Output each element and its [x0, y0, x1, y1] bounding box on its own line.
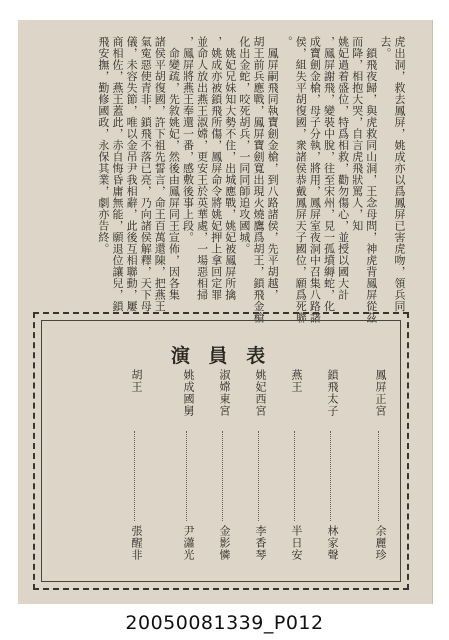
- cast-list-box: [33, 312, 409, 590]
- text-column: 鎖飛夜歸，與虎救同山洞，王念母問，神虎背鳳屏從茲: [364, 36, 378, 324]
- text-column: 諸侯平胡復國，許下祖先誓言，命王百萬還陳，把燕王: [153, 36, 167, 312]
- cast-actor: 半日安: [290, 525, 303, 561]
- text-column: ，鳳屏將燕王奉還一番，感敷後事上段。: [181, 36, 195, 243]
- text-column: 去。: [378, 36, 392, 59]
- image-caption: 20050081339_P012: [125, 612, 324, 634]
- cast-role: 姚妃西宮: [254, 369, 267, 417]
- cast-actor: 金影憐: [218, 525, 231, 561]
- cast-actor: 尹瀟光: [182, 525, 195, 561]
- leader-dots: [330, 431, 331, 521]
- cast-role: 鎖飛太子: [326, 369, 339, 417]
- text-column: 成寶劍金槍，母子分執，將用，鳳屏室夜洞中召集八路諸: [308, 36, 322, 324]
- leader-dots: [258, 431, 259, 521]
- text-column: ，鳳屏謝飛，變裝中脫，往至宋州，見一孤墳縟蛇，化: [322, 36, 336, 312]
- text-column: 侯，組失平胡復國，衆諸侯恭戴鳳屏天子國位，願爲死聯: [294, 36, 308, 324]
- text-column: 姚妃過着盛位，特爲相救，勸勿傷心，並授以國大計: [336, 36, 350, 301]
- text-column: ，姚成亦被鎖飛所傷，鳳屏命令將姚妃押上拿回定罪: [209, 36, 223, 301]
- leader-dots: [378, 431, 379, 521]
- cast-actor: 李香琴: [254, 525, 267, 561]
- cast-role: 鳳屏正宮: [374, 369, 387, 417]
- text-column: 姚妃兄妹知大勢不住，出城應戰，姚妃被鳳屏所擒: [223, 36, 237, 301]
- cast-actor: 余麗珍: [374, 525, 387, 561]
- leader-dots: [186, 431, 187, 521]
- cast-actor: 張醒非: [130, 525, 143, 561]
- cast-list-title: 演 員 表: [170, 345, 272, 367]
- text-column: 虎出洞，救去鳳屏，姚成亦以爲鳳屏已害虎吻，領兵同: [393, 36, 406, 312]
- text-column: 。: [280, 36, 294, 48]
- text-column: 而降，相抱大哭，自言虎飛狀罵人，知: [350, 36, 364, 232]
- leader-dots: [294, 431, 295, 521]
- text-column: 飛安撫，勤修國政，永保其業，劇亦告終。: [96, 36, 110, 255]
- cast-role: 燕王: [290, 369, 303, 393]
- leader-dots: [134, 431, 135, 521]
- text-column: 化出金蛇，咬死胡兵，一同同師追攻國城。: [237, 36, 251, 255]
- cast-role: 淑嫦東宮: [218, 369, 231, 417]
- text-column: 鳳屏嗣飛同執寶劍金槍，到八路諸侯，先平胡越，: [266, 36, 280, 301]
- text-column: 胡王前兵應戰，鳳屏寶劍寬出現火燒鷹爲胡王，鎖飛金槍: [252, 36, 265, 324]
- cast-actor: 林家聲: [326, 525, 339, 561]
- cast-list-inner-border: [41, 320, 401, 582]
- cast-role: 胡王: [130, 369, 143, 393]
- text-column: 商相佐，燕王蓋此，赤自悔昏庸無能，願退位讓兒，鎖: [111, 36, 124, 312]
- text-column: 命變疏，先敘姚妃，然後由鳳屏同王宣佈，因各集: [167, 36, 181, 301]
- leader-dots: [222, 431, 223, 521]
- text-column: 氣寃惡使青非，鎖飛不落已亮，乃向諸侯解釋，天下母: [139, 36, 153, 312]
- text-column: 並命人放出燕王淑嫦，更安王於英華處，一場惡相掃: [195, 36, 209, 301]
- text-column: 儀，未容失節，唯以金吊尹我相辭，此後互相聯動，屢: [125, 36, 139, 312]
- cast-role: 姚成國舅: [182, 369, 195, 417]
